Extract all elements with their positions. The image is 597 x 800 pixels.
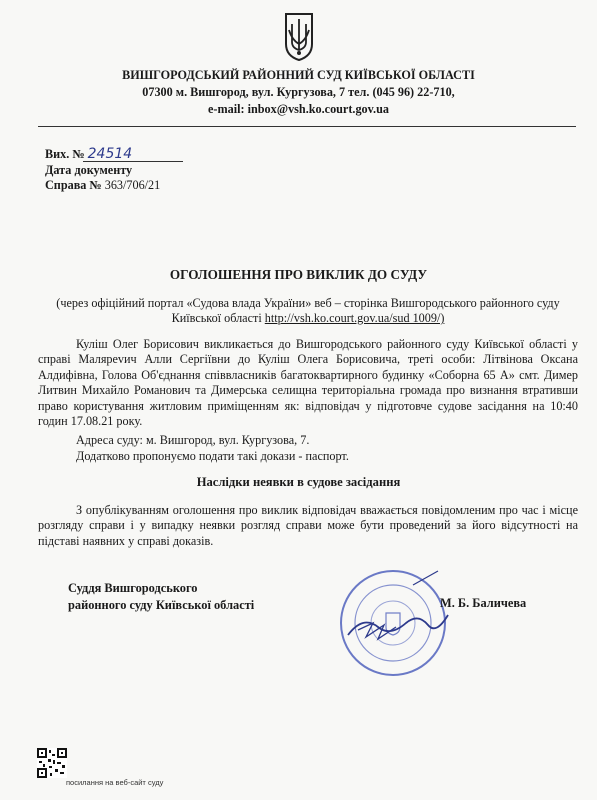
notice-subtitle	[43, 296, 573, 326]
outgoing-number: 24514	[87, 146, 133, 162]
court-name: ВИШГОРОДСЬКИЙ РАЙОННИЙ СУД КИЇВСЬКОЇ ОБЛАСТІ	[122, 68, 475, 82]
document-date-label: Дата документу	[45, 163, 133, 177]
evidence-line: Додатково пропонуємо подати такі докази - паспорт.	[76, 449, 349, 463]
outgoing-label: Вих. №	[45, 147, 85, 161]
consequences-paragraph: З опублікуванням оголошення про виклик відповідач вважається повідомленим про час і місце розгляду справи і у випадку неявки розгляд справи може бути проведений за його відсутності на підставі наявних у справі доказів.	[38, 503, 578, 548]
case-number: 363/706/21	[104, 178, 161, 192]
header-divider	[38, 126, 576, 127]
judge-title	[68, 580, 254, 614]
court-address: 07300 м. Вишгород, вул. Кургузова, 7 тел. (045 96) 22-710,	[142, 85, 455, 99]
consequences-heading: Наслідки неявки в судове засідання	[196, 475, 401, 489]
outgoing-number-underline	[83, 149, 183, 162]
summons-paragraph: Куліш Олег Борисович викликається до Вишгородського районного суду Київської області у справі Малярevич Алли Сергіївни до Куліш Олега Борисовича, треті особи: Літвінова Оксана Алдифівна, Голова Об'єднання співвласників багатоквартирного будинку «Соборна 65 А» смт. Димер Литвин Михайло Романович та Димерська селищна територіальна громада про визнання втративши право користування житловим приміщенням як: відповідач у підготовче судове засідання на 10:40 годин 17.08.21 року.	[38, 337, 578, 429]
court-email: e-mail: inbox@vsh.ko.court.gov.ua	[208, 102, 389, 116]
judge-name: М. Б. Баличева	[440, 596, 527, 610]
judge-title-line2: районного суду Київської області	[68, 598, 255, 612]
case-label: Справа №	[45, 178, 102, 192]
notice-title: ОГОЛОШЕННЯ ПРО ВИКЛИК ДО СУДУ	[169, 267, 428, 282]
subtitle-text: (через офіційний портал «Судова влада України» веб – сторінка Вишгородського районного суду Київської області	[56, 296, 560, 325]
outgoing-number-line	[45, 147, 183, 162]
judge-title-line1: Суддя Вишгородського	[68, 581, 198, 595]
qr-code-icon[interactable]	[37, 748, 67, 778]
trident-emblem-icon	[282, 10, 316, 62]
court-address-line: Адреса суду: м. Вишгород, вул. Кургузова, 7.	[76, 433, 310, 447]
court-website-link[interactable]: http://vsh.ko.court.gov.ua/sud 1009/)	[264, 311, 445, 325]
qr-caption: посилання на веб-сайт суду	[66, 778, 164, 787]
court-seal-stamp	[318, 565, 468, 685]
case-number-line	[45, 178, 160, 193]
